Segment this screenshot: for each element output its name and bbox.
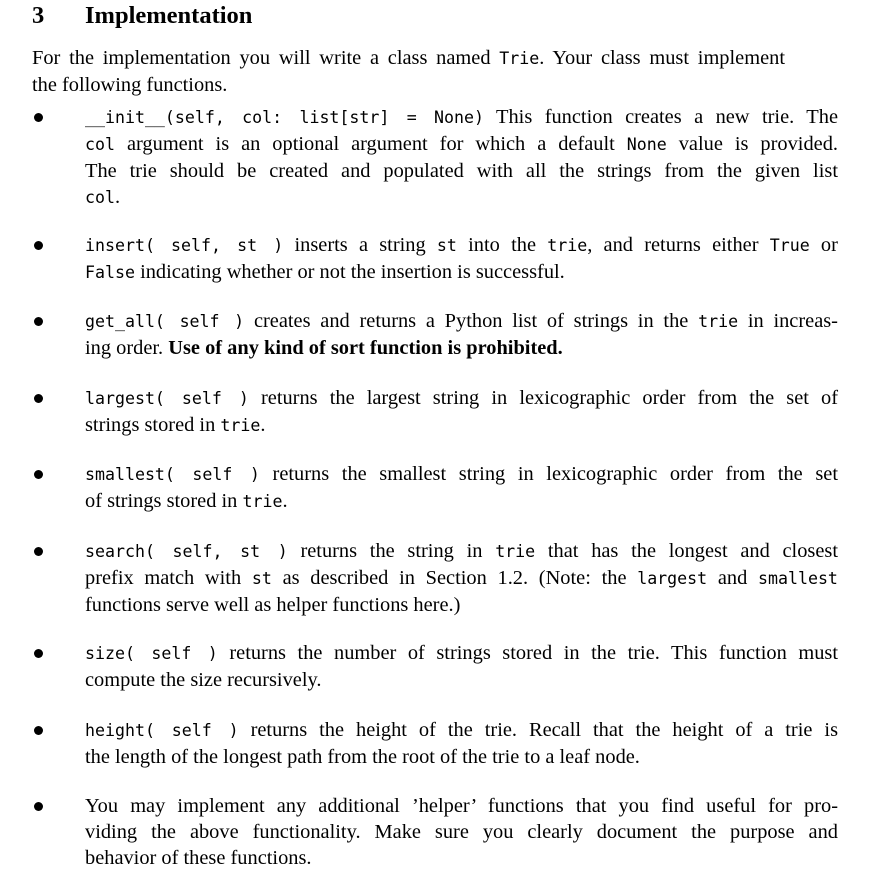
section-heading: [32, 2, 252, 30]
list-item-text: __init__(self, col: list[str] = None) This function creates a new trie. The col argument is an optional argument for which a default None value is provided. The trie should be created and populated with all the strings from the given list col.: [85, 106, 838, 208]
bullet-icon: [34, 726, 43, 735]
bullet-icon: [34, 802, 43, 811]
list-item-text: size( self ) returns the number of strings stored in the trie. This function must compute the size recursively.: [85, 642, 838, 691]
intro-line-1: For the implementation you will write a class named Trie. Your class must implement: [32, 47, 785, 69]
list-item-text: get_all( self ) creates and returns a Python list of strings in the trie in increas- ing order. Use of any kind of sort function is prohibited.: [85, 310, 838, 359]
function-signature: search( self, st ): [85, 542, 288, 561]
function-signature: smallest( self ): [85, 465, 260, 484]
bullet-icon: [34, 547, 43, 556]
function-signature: insert( self, st ): [85, 236, 284, 255]
function-signature: get_all( self ): [85, 312, 245, 331]
function-signature: __init__(self, col: list[str] = None): [85, 108, 484, 127]
function-signature: size( self ): [85, 644, 218, 663]
function-signature: height( self ): [85, 721, 239, 740]
bullet-icon: [34, 317, 43, 326]
list-item-text: insert( self, st ) inserts a string st into the trie, and returns either True or False indicating whether or not the insertion is successful.: [85, 234, 838, 283]
list-item-text: largest( self ) returns the largest string in lexicographic order from the set of strings stored in trie.: [85, 387, 839, 436]
list-item-text: smallest( self ) returns the smallest string in lexicographic order from the set of strings stored in trie.: [85, 463, 838, 512]
bullet-icon: [34, 470, 43, 479]
prohibition-note: Use of any kind of sort function is prohibited.: [168, 337, 563, 359]
list-item-text: search( self, st ) returns the string in trie that has the longest and closest prefix match with st as described in Section 1.2. (Note: the largest and smallest functions serve well as helper functions here.): [85, 540, 839, 616]
function-signature: largest( self ): [85, 389, 249, 408]
list-item-text: height( self ) returns the height of the trie. Recall that the height of a trie is the length of the longest path from the root of the trie to a leaf node.: [85, 719, 838, 768]
bullet-icon: [34, 649, 43, 658]
intro-paragraph: [32, 45, 785, 98]
section-number: 3: [32, 2, 45, 29]
list-item-text: You may implement any additional ’helper’ functions that you find useful for pro- viding the above functionality. Make sure you clearly document the purpose and behavior of these functions.: [85, 795, 838, 869]
class-name-code: Trie: [499, 49, 540, 68]
intro-line-2: the following functions.: [32, 74, 228, 96]
bullet-icon: [34, 113, 43, 122]
bullet-icon: [34, 394, 43, 403]
section-title: Implementation: [85, 2, 253, 29]
bullet-icon: [34, 241, 43, 250]
